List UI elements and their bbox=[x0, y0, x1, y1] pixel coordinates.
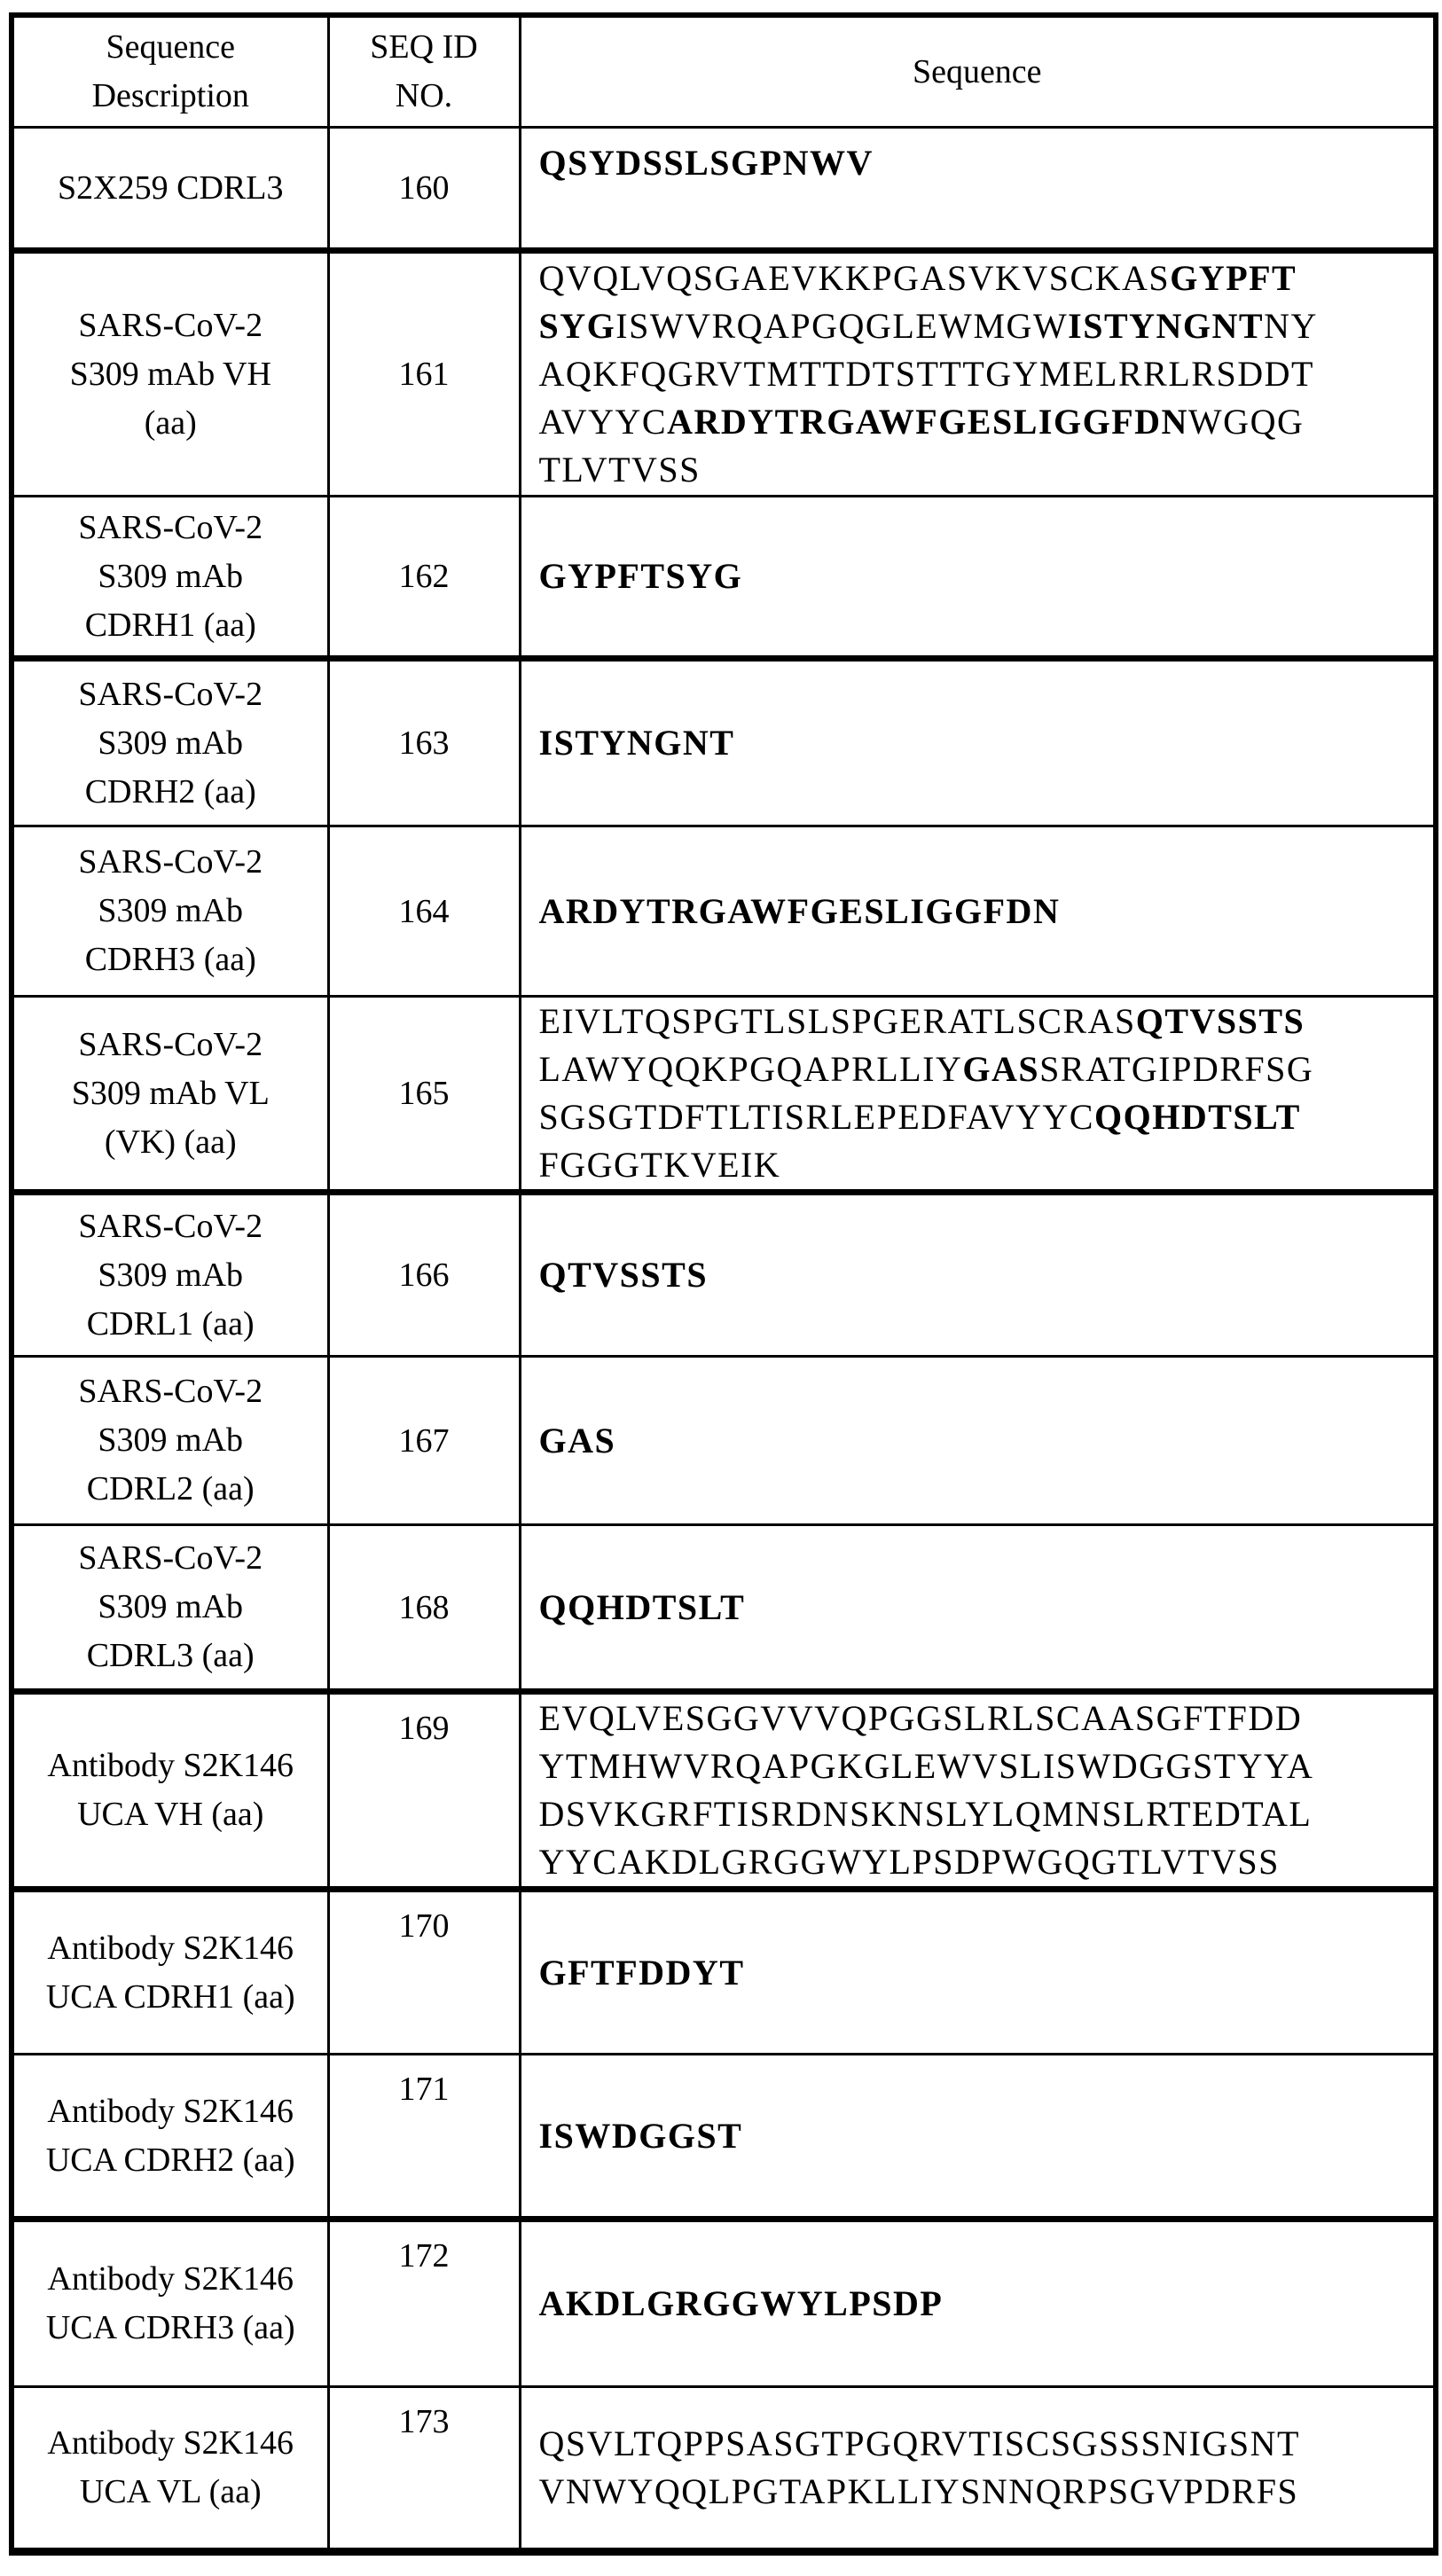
sequence-description-cell: SARS-CoV-2 S309 mAb CDRL3 (aa) bbox=[12, 1525, 328, 1692]
sequence-segment-bold: AKDLGRGGWYLPSDP bbox=[538, 2283, 944, 2323]
sequence-description-cell: SARS-CoV-2 S309 mAb VL (VK) (aa) bbox=[12, 997, 328, 1193]
seq-id-cell: 164 bbox=[328, 826, 520, 997]
sequence-cell bbox=[520, 251, 1436, 497]
sequence-line bbox=[539, 1949, 1425, 1997]
sequence-description-cell: Antibody S2K146 UCA CDRH2 (aa) bbox=[12, 2055, 328, 2220]
sequence-segment: QSVLTQPPSASGTPGQRVTISCSGSSSNIGSNT bbox=[538, 2423, 1300, 2463]
sequence-cell bbox=[520, 1193, 1436, 1357]
sequence-segment: TLVTVSS bbox=[538, 450, 701, 489]
table-row bbox=[12, 1193, 1436, 1357]
sequence-segment-bold: QQHDTSLT bbox=[538, 1586, 746, 1627]
sequence-line bbox=[539, 254, 1425, 302]
seq-id-cell: 172 bbox=[328, 2220, 520, 2387]
sequence-segment: ISWVRQAPGQGLEWMGW bbox=[615, 306, 1069, 346]
seq-id-cell: 165 bbox=[328, 997, 520, 1193]
sequence-description-cell: SARS-CoV-2 S309 mAb VH (aa) bbox=[12, 251, 328, 497]
sequence-description-cell: Antibody S2K146 UCA CDRH1 (aa) bbox=[12, 1890, 328, 2055]
sequence-description-cell: Antibody S2K146 UCA VL (aa) bbox=[12, 2387, 328, 2552]
sequence-cell bbox=[520, 2387, 1436, 2552]
sequence-segment: EIVLTQSPGTLSLSPGERATLSCRAS bbox=[538, 1001, 1136, 1041]
table-row bbox=[12, 2220, 1436, 2387]
seq-id-cell: 167 bbox=[328, 1357, 520, 1525]
sequence-line bbox=[539, 302, 1425, 350]
header-cell-sequence-description: Sequence Description bbox=[12, 15, 328, 128]
sequence-line bbox=[539, 398, 1425, 446]
sequence-description-cell: S2X259 CDRL3 bbox=[12, 128, 328, 251]
table-row bbox=[12, 997, 1436, 1193]
sequence-cell bbox=[520, 659, 1436, 826]
sequence-segment-bold: GFTFDDYT bbox=[538, 1952, 745, 1993]
sequence-cell bbox=[520, 997, 1436, 1193]
sequence-segment-bold: SYG bbox=[538, 306, 616, 346]
seq-id-cell: 160 bbox=[328, 128, 520, 251]
table-row bbox=[12, 1357, 1436, 1525]
sequence-segment: SRATGIPDRFSG bbox=[1039, 1049, 1314, 1089]
sequence-description-cell: SARS-CoV-2 S309 mAb CDRH3 (aa) bbox=[12, 826, 328, 997]
table-row bbox=[12, 2387, 1436, 2552]
sequence-line bbox=[539, 139, 1425, 187]
sequence-line bbox=[539, 1141, 1425, 1189]
table-row bbox=[12, 1692, 1436, 1890]
seq-id-cell: 171 bbox=[328, 2055, 520, 2220]
table-row bbox=[12, 659, 1436, 826]
sequence-line bbox=[539, 2468, 1425, 2516]
sequence-segment: AVYYC bbox=[538, 402, 668, 442]
sequence-segment: DSVKGRFTISRDNSKNSLYLQMNSLRTEDTAL bbox=[538, 1794, 1313, 1834]
sequence-segment-bold: QSYDSSLSGPNWV bbox=[538, 143, 874, 183]
sequence-line bbox=[539, 1695, 1425, 1742]
table-row bbox=[12, 1525, 1436, 1692]
sequence-cell bbox=[520, 128, 1436, 251]
seq-id-cell: 169 bbox=[328, 1692, 520, 1890]
sequence-cell bbox=[520, 1692, 1436, 1890]
seq-id-cell: 170 bbox=[328, 1890, 520, 2055]
sequence-line bbox=[539, 1742, 1425, 1790]
table-row bbox=[12, 826, 1436, 997]
table-row bbox=[12, 128, 1436, 251]
sequence-segment-bold: QQHDTSLT bbox=[1094, 1097, 1301, 1137]
sequence-cell bbox=[520, 1525, 1436, 1692]
table-row bbox=[12, 497, 1436, 659]
seq-id-cell: 173 bbox=[328, 2387, 520, 2552]
sequence-segment: QVQLVQSGAEVKKPGASVKVSCKAS bbox=[538, 258, 1171, 298]
sequence-line bbox=[539, 1045, 1425, 1093]
sequence-description-cell: Antibody S2K146 UCA VH (aa) bbox=[12, 1692, 328, 1890]
sequence-line bbox=[539, 2280, 1425, 2328]
sequence-line bbox=[539, 350, 1425, 398]
sequence-line bbox=[539, 1790, 1425, 1838]
sequence-cell bbox=[520, 2220, 1436, 2387]
sequence-line bbox=[539, 446, 1425, 494]
sequence-description-cell: SARS-CoV-2 S309 mAb CDRL2 (aa) bbox=[12, 1357, 328, 1525]
table-header-row bbox=[12, 15, 1436, 128]
sequence-line bbox=[539, 552, 1425, 600]
sequence-segment-bold: GAS bbox=[962, 1049, 1040, 1089]
seq-id-cell: 168 bbox=[328, 1525, 520, 1692]
sequence-listing-table bbox=[9, 12, 1438, 2556]
sequence-description-cell: Antibody S2K146 UCA CDRH3 (aa) bbox=[12, 2220, 328, 2387]
sequence-description-cell: SARS-CoV-2 S309 mAb CDRH2 (aa) bbox=[12, 659, 328, 826]
sequence-line bbox=[539, 888, 1425, 936]
sequence-segment: LAWYQQKPGQAPRLLIY bbox=[538, 1049, 963, 1089]
sequence-segment-bold: ISTYNGNT bbox=[538, 723, 735, 763]
sequence-segment: SGSGTDFTLTISRLEPEDFAVYYC bbox=[538, 1097, 1094, 1137]
sequence-line bbox=[539, 1251, 1425, 1299]
sequence-line bbox=[539, 2112, 1425, 2160]
sequence-cell bbox=[520, 1357, 1436, 1525]
seq-id-cell: 163 bbox=[328, 659, 520, 826]
sequence-segment: YTMHWVRQAPGKGLEWVSLISWDGGSTYYA bbox=[538, 1746, 1314, 1786]
header-cell-sequence: Sequence bbox=[520, 15, 1436, 128]
sequence-cell bbox=[520, 1890, 1436, 2055]
sequence-segment: EVQLVESGGVVVQPGGSLRLSCAASGFTFDD bbox=[538, 1698, 1303, 1738]
sequence-segment-bold: QTVSSTS bbox=[538, 1255, 709, 1295]
sequence-segment-bold: ISWDGGST bbox=[538, 2115, 743, 2156]
sequence-cell bbox=[520, 2055, 1436, 2220]
seq-id-cell: 166 bbox=[328, 1193, 520, 1357]
seq-id-cell: 162 bbox=[328, 497, 520, 659]
sequence-segment-bold: ARDYTRGAWFGESLIGGFDN bbox=[538, 890, 1061, 931]
sequence-segment: VNWYQQLPGTAPKLLIYSNNQRPSGVPDRFS bbox=[538, 2471, 1299, 2511]
sequence-cell bbox=[520, 497, 1436, 659]
sequence-line bbox=[539, 998, 1425, 1045]
sequence-line bbox=[539, 1584, 1425, 1632]
sequence-segment: WGQG bbox=[1187, 402, 1305, 442]
sequence-line bbox=[539, 2420, 1425, 2468]
sequence-line bbox=[539, 719, 1425, 767]
sequence-description-cell: SARS-CoV-2 S309 mAb CDRL1 (aa) bbox=[12, 1193, 328, 1357]
header-cell-seq-id-no: SEQ ID NO. bbox=[328, 15, 520, 128]
sequence-segment-bold: GAS bbox=[538, 1420, 616, 1460]
sequence-segment-bold: ARDYTRGAWFGESLIGGFDN bbox=[667, 402, 1188, 442]
sequence-segment-bold: GYPFT bbox=[1170, 258, 1297, 298]
sequence-segment-bold: QTVSSTS bbox=[1135, 1001, 1305, 1041]
sequence-segment: YYCAKDLGRGGWYLPSDPWGQGTLVTVSS bbox=[538, 1842, 1280, 1882]
sequence-segment-bold: ISTYNGNT bbox=[1068, 306, 1265, 346]
sequence-description-cell: SARS-CoV-2 S309 mAb CDRH1 (aa) bbox=[12, 497, 328, 659]
table-row bbox=[12, 2055, 1436, 2220]
sequence-cell bbox=[520, 826, 1436, 997]
sequence-line bbox=[539, 1838, 1425, 1886]
table-row bbox=[12, 1890, 1436, 2055]
sequence-line bbox=[539, 1093, 1425, 1141]
sequence-segment: FGGGTKVEIK bbox=[538, 1145, 781, 1185]
sequence-segment: AQKFQGRVTMTTDTSTTTGYMELRRLRSDDT bbox=[538, 354, 1314, 394]
seq-id-cell: 161 bbox=[328, 251, 520, 497]
sequence-line bbox=[539, 1417, 1425, 1465]
table-row bbox=[12, 251, 1436, 497]
sequence-segment: NY bbox=[1264, 306, 1318, 346]
sequence-segment-bold: GYPFTSYG bbox=[538, 556, 743, 596]
